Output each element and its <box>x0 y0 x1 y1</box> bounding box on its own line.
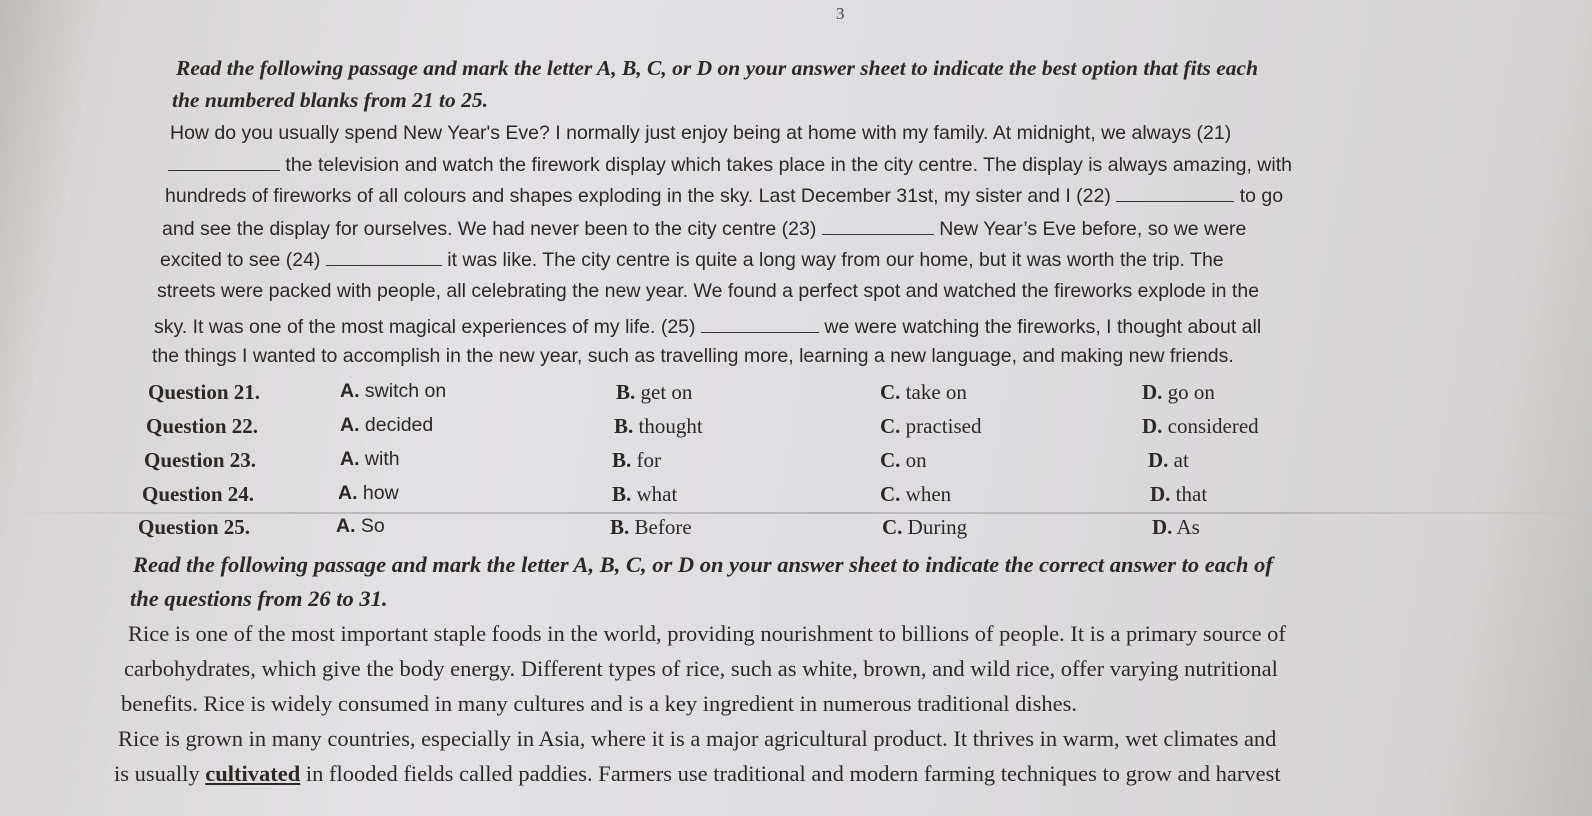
passage-line <box>114 760 1281 787</box>
underlined-word: cultivated <box>205 761 301 786</box>
passage-line <box>160 247 1224 272</box>
option-a: A. decided <box>340 414 434 436</box>
option-a: A. how <box>338 482 399 504</box>
question-row <box>146 414 1446 444</box>
option-d: D. As <box>1152 515 1200 539</box>
passage-line: Rice is one of the most important staple foods in the world, providing nourishment to billions of people. It is a primary source of <box>128 621 1286 646</box>
passage-text: streets were packed with people, all celebrating the new year. We found a perfect spot and watched the fireworks explode in the <box>157 280 1260 302</box>
option-b: B. what <box>612 482 678 506</box>
option-c: C. During <box>882 515 968 539</box>
blank-25 <box>701 314 819 333</box>
blank-22 <box>1116 183 1234 202</box>
option-c: C. when <box>880 482 952 506</box>
passage-text: the television and watch the firework display which takes place in the city centre. The display is always amazing, with <box>285 154 1292 176</box>
passage-line <box>168 152 1292 177</box>
passage-text: to go <box>1239 185 1284 207</box>
question-row <box>144 448 1444 478</box>
page-number: 3 <box>836 4 845 23</box>
blank-23 <box>822 216 934 235</box>
option-b: B. thought <box>614 414 703 438</box>
instruction-line: the numbered blanks from 21 to 25. <box>172 88 488 112</box>
passage-line <box>157 280 1259 303</box>
question-row <box>138 515 1438 545</box>
option-b: B. for <box>612 448 662 472</box>
option-c: C. take on <box>880 380 967 404</box>
passage-text: How do you usually spend New Year's Eve? I normally just enjoy being at home with my family. At midnight, we always (21) <box>170 122 1232 144</box>
question-label: Question 22. <box>146 414 259 438</box>
passage-line <box>165 183 1283 208</box>
passage-text: sky. It was one of the most magical experiences of my life. (25) <box>154 316 696 338</box>
passage-text: New Year’s Eve before, so we were <box>939 218 1247 240</box>
passage-text: excited to see (24) <box>160 249 321 271</box>
passage-text: and see the display for ourselves. We had never been to the city centre (23) <box>162 218 817 240</box>
passage-text: in flooded fields called paddies. Farmers use traditional and modern farming techniques to grow and harvest <box>300 761 1281 786</box>
instruction-line: Read the following passage and mark the letter A, B, C, or D on your answer sheet to indicate the correct answer to each of <box>133 552 1273 577</box>
question-label: Question 25. <box>138 515 251 539</box>
passage-line: benefits. Rice is widely consumed in many cultures and is a key ingredient in numerous traditional dishes. <box>121 691 1078 716</box>
option-d: D. go on <box>1142 380 1215 404</box>
passage-line <box>170 122 1231 145</box>
passage-text: is usually <box>114 761 206 786</box>
passage-text: we were watching the fireworks, I thought about all <box>824 316 1262 338</box>
option-a: A. with <box>340 448 400 470</box>
passage-line <box>152 345 1234 368</box>
passage-line: Rice is grown in many countries, especially in Asia, where it is a major agricultural product. It thrives in warm, wet climates and <box>118 726 1277 751</box>
question-label: Question 23. <box>144 448 257 472</box>
question-row <box>148 380 1448 410</box>
question-row <box>142 482 1442 512</box>
option-d: D. at <box>1148 448 1189 472</box>
passage-text: hundreds of fireworks of all colours and shapes exploding in the sky. Last December 31st, my sister and I (22) <box>165 185 1111 207</box>
option-d: D. considered <box>1142 414 1259 438</box>
passage-text: the things I wanted to accomplish in the new year, such as travelling more, learning a new language, and making new friends. <box>152 345 1234 367</box>
question-label: Question 21. <box>148 380 261 404</box>
option-a: A. So <box>336 515 385 537</box>
option-a: A. switch on <box>340 380 447 402</box>
blank-21 <box>168 152 280 171</box>
blank-24 <box>326 247 442 266</box>
option-b: B. Before <box>610 515 692 539</box>
instruction-line: the questions from 26 to 31. <box>130 586 388 611</box>
option-c: C. practised <box>880 414 982 438</box>
option-c: C. on <box>880 448 927 472</box>
paper-fold <box>0 512 1592 514</box>
option-b: B. get on <box>616 380 693 404</box>
passage-line <box>162 216 1246 241</box>
passage-line <box>154 314 1261 339</box>
option-d: D. that <box>1150 482 1208 506</box>
instruction-line: Read the following passage and mark the letter A, B, C, or D on your answer sheet to indicate the best option that fits each <box>176 56 1259 80</box>
question-label: Question 24. <box>142 482 255 506</box>
passage-line: carbohydrates, which give the body energy. Different types of rice, such as white, brown, and wild rice, offer varying nutritional <box>124 656 1278 681</box>
passage-text: it was like. The city centre is quite a long way from our home, but it was worth the trip. The <box>447 249 1224 271</box>
